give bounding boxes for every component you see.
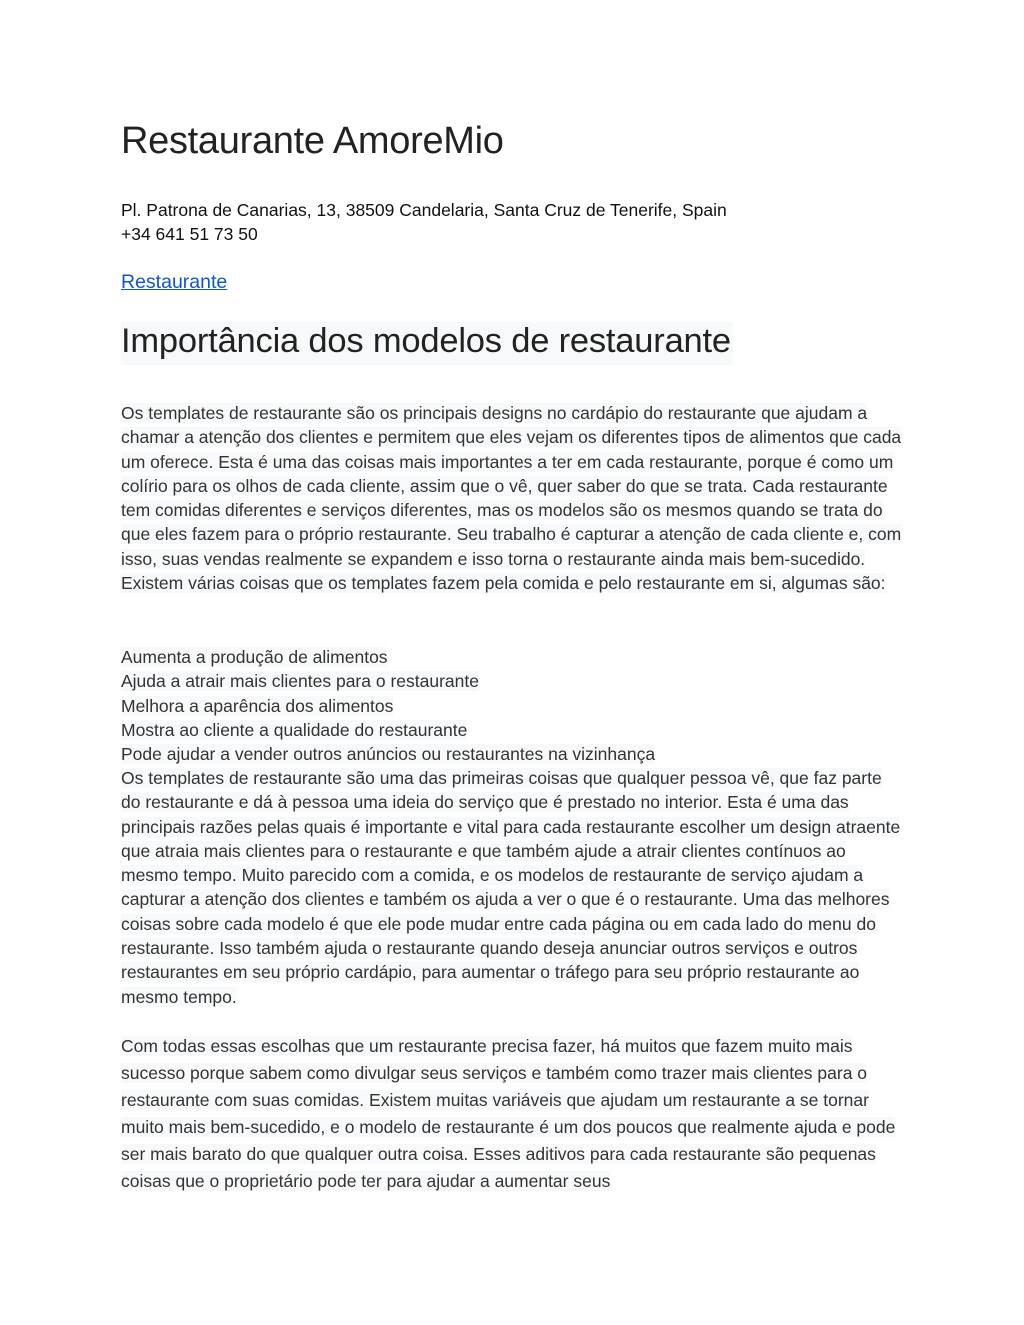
- list-item: [121, 669, 906, 693]
- list-item: [121, 742, 906, 766]
- list-item: [121, 694, 906, 718]
- list-item-text: Pode ajudar a vender outros anúncios ou restaurantes na vizinhança: [121, 744, 656, 765]
- paragraph-2: [121, 766, 906, 1009]
- list-item-text: Aumenta a produção de alimentos: [121, 647, 388, 667]
- phone-text: +34 641 51 73 50: [121, 224, 258, 244]
- paragraph-3: [121, 1033, 906, 1195]
- category-link[interactable]: Restaurante: [121, 271, 228, 293]
- list-item: [121, 645, 906, 669]
- address-text: Pl. Patrona de Canarias, 13, 38509 Candelaria, Santa Cruz de Tenerife, Spain: [121, 200, 727, 220]
- benefits-list: [121, 645, 906, 766]
- paragraph-3-text: Com todas essas escolhas que um restaurante precisa fazer, há muitos que fazem muito mais sucesso porque sabem como divulgar seus serviços e também como trazer mais clientes para o restaurante com suas comidas. Existem muitas variáveis que ajudam um restaurante a se tornar muito mais bem-sucedido, e o modelo de restaurante é um dos poucos que realmente ajuda e pode ser mais barato do que qualquer outra coisa. Esses aditivos para cada restaurante são pequenas coisas que o proprietário pode ter para ajudar a aumentar seus: [121, 1036, 896, 1191]
- list-item-text: Mostra ao cliente a qualidade do restaurante: [121, 719, 468, 740]
- paragraph-1: [121, 401, 906, 595]
- list-item: [121, 718, 906, 742]
- list-item-text: Melhora a aparência dos alimentos: [121, 695, 394, 716]
- list-item-text: Ajuda a atrair mais clientes para o restaurante: [121, 671, 479, 692]
- paragraph-2-text: Os templates de restaurante são uma das primeiras coisas que qualquer pessoa vê, que faz parte do restaurante e dá à pessoa uma ideia do serviço que é prestado no interior. Esta é uma das principais razões pelas quais é importante e vital para cada restaurante escolher um design atraente que atraia mais clientes para o restaurante e que também ajude a atrair clientes contínuos ao mesmo tempo. Muito parecido com a comida, e os modelos de restaurante de serviço ajudam a capturar a atenção dos clientes e também os ajuda a ver o que é o restaurante. Uma das melhores coisas sobre cada modelo é que ele pode mudar entre cada página ou em cada lado do menu do restaurante. Isso também ajuda o restaurante quando deseja anunciar outros serviços e outros restaurantes em seu próprio cardápio, para aumentar o tráfego para seu próprio restaurante ao mesmo tempo.: [121, 768, 901, 1007]
- section-heading: Importância dos modelos de restaurante: [121, 322, 733, 365]
- contact-info: [121, 198, 727, 246]
- paragraph-1-text: Os templates de restaurante são os principais designs no cardápio do restaurante que ajudam a chamar a atenção dos clientes e permitem que eles vejam os diferentes tipos de alimentos que cada um oferece. Esta é uma das coisas mais importantes a ter em cada restaurante, porque é como um colírio para os olhos de cada cliente, assim que o vê, quer saber do que se trata. Cada restaurante tem comidas diferentes e serviços diferentes, mas os modelos são os mesmos quando se trata do que eles fazem para o próprio restaurante. Seu trabalho é capturar a atenção de cada cliente e, com isso, suas vendas realmente se expandem e isso torna o restaurante ainda mais bem-sucedido. Existem várias coisas que os templates fazem pela comida e pelo restaurante em si, algumas são:: [121, 403, 902, 594]
- page-title: Restaurante AmoreMio: [121, 120, 504, 162]
